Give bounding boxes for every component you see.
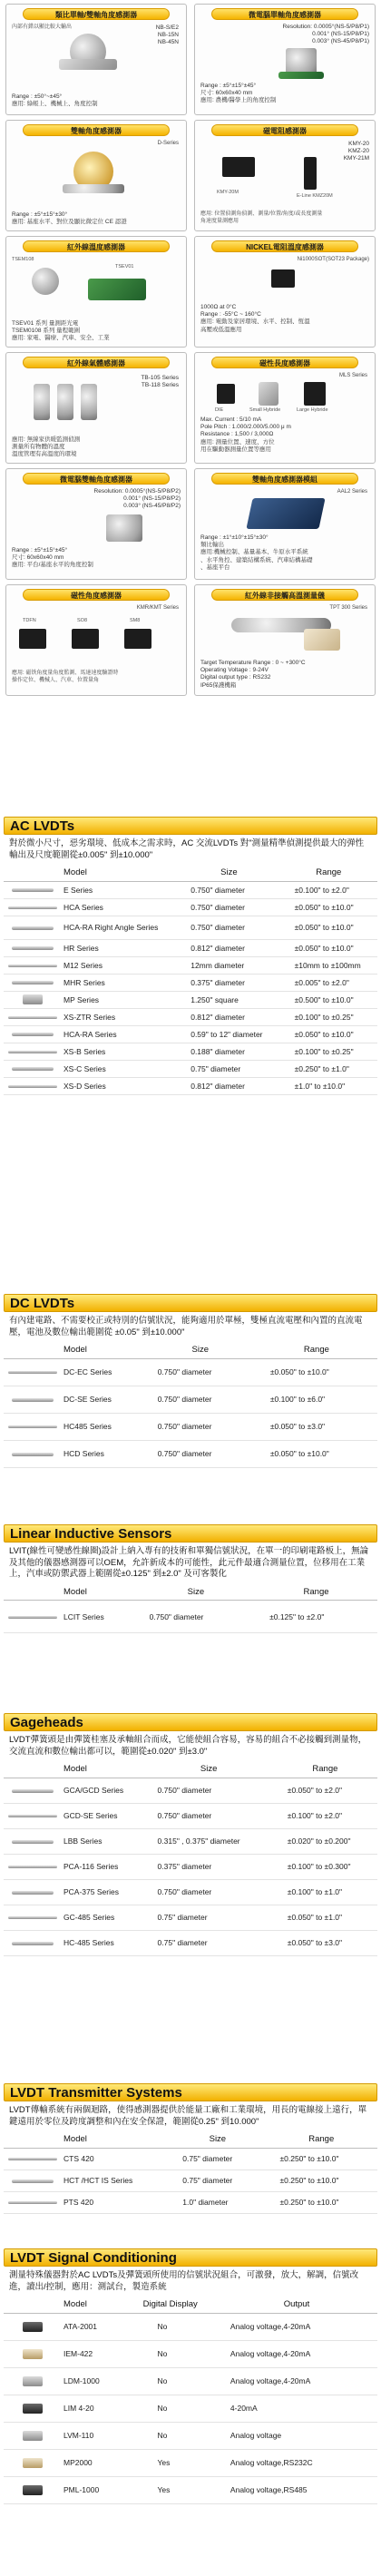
image-label: SO8 bbox=[77, 618, 88, 623]
product-image bbox=[81, 384, 97, 420]
instrument-image bbox=[23, 2404, 43, 2414]
model-cell: LVM-110 bbox=[62, 2422, 125, 2449]
size-cell: 0.315" , 0.375" diameter bbox=[145, 1828, 273, 1854]
card-specs: Range : ±5°±15°±45° 尺寸: 60x60x40 mm 應用: 農機/醫學上的角度控制 bbox=[200, 83, 277, 104]
card-digital-dual-axis[interactable] bbox=[5, 468, 187, 580]
model-cell: E Series bbox=[62, 881, 178, 898]
model-cell: IEM-422 bbox=[62, 2340, 125, 2367]
table-row[interactable] bbox=[4, 1413, 377, 1440]
card-note: 內部有錯以顯比較大輸出 bbox=[12, 24, 73, 30]
range-cell: ±0.250" to ±10.0" bbox=[265, 2170, 377, 2191]
model-cell: PCA-375 Series bbox=[62, 1879, 145, 1905]
output-cell: Analog voltage bbox=[216, 2422, 377, 2449]
size-cell: 0.750" diameter bbox=[145, 1778, 273, 1803]
section-title: LVDT Signal Conditioning bbox=[4, 2248, 377, 2267]
size-cell: 0.750" diameter bbox=[145, 1803, 273, 1828]
model-cell: MP2000 bbox=[62, 2449, 125, 2476]
size-cell: 0.75" diameter bbox=[178, 1060, 279, 1077]
size-cell: 0.750" diameter bbox=[137, 1601, 255, 1633]
lvdt-image bbox=[8, 1085, 57, 1088]
product-image bbox=[304, 629, 340, 651]
size-cell: 0.75" diameter bbox=[145, 1905, 273, 1930]
table-row[interactable] bbox=[4, 2191, 377, 2213]
card-digital-single-axis[interactable] bbox=[194, 4, 376, 115]
card-title: 紅外線氣體感測器 bbox=[23, 357, 170, 368]
size-cell: 0.750" diameter bbox=[145, 1413, 256, 1440]
gagehead-image bbox=[8, 1815, 57, 1817]
model-cell: HCT /HCT IS Series bbox=[62, 2170, 170, 2191]
image-label: SM8 bbox=[130, 618, 141, 623]
card-tags: NB-S/E2 NB-15N NB-45N bbox=[155, 24, 179, 46]
card-title: 微電腦單軸角度感測器 bbox=[211, 8, 358, 20]
model-cell: MHR Series bbox=[62, 974, 178, 991]
range-cell: ±0.050" to ±10.0" bbox=[280, 916, 377, 939]
card-title: 紅外線溫度感測器 bbox=[23, 240, 170, 252]
table-row[interactable] bbox=[4, 1930, 377, 1955]
display-cell: No bbox=[125, 2395, 216, 2422]
card-specs: 1000Ω at 0°C Range : -55°C ~ 160°C 應用: 電動及家居環境、水平、控制、恆溫 高壓或低溫應用 bbox=[200, 304, 310, 333]
col-header-display: Digital Display bbox=[125, 2297, 216, 2313]
image-label: TDFN bbox=[23, 618, 36, 623]
lvdt-image bbox=[12, 1453, 54, 1456]
model-cell: ATA-2001 bbox=[62, 2313, 125, 2340]
range-cell: ±0.100" to ±0.25" bbox=[280, 1043, 377, 1060]
lvdt-image bbox=[8, 906, 57, 909]
col-header-size: Size bbox=[145, 1761, 273, 1778]
range-cell: ±0.100" to ±2.0" bbox=[273, 1803, 377, 1828]
table-row[interactable] bbox=[4, 1386, 377, 1413]
product-image bbox=[124, 629, 151, 649]
size-cell: 1.250" square bbox=[178, 991, 279, 1008]
card-analog-tilt-sensor[interactable] bbox=[5, 4, 187, 115]
table-row[interactable] bbox=[4, 956, 377, 974]
output-cell: Analog voltage,4-20mA bbox=[216, 2313, 377, 2340]
card-magnetic-angle[interactable] bbox=[5, 584, 187, 696]
gagehead-image bbox=[12, 1789, 54, 1793]
output-cell: Analog voltage,4-20mA bbox=[216, 2367, 377, 2395]
card-specs: 應用: 無線家供暖監測偵測 測量所有物體的溫度 溫度管理有高溫度的環境 bbox=[12, 436, 81, 458]
instrument-image bbox=[23, 2431, 43, 2441]
table-row[interactable] bbox=[4, 916, 377, 939]
table-row[interactable] bbox=[4, 1008, 377, 1025]
table-row[interactable] bbox=[4, 1803, 377, 1828]
model-cell: LBB Series bbox=[62, 1828, 145, 1854]
product-table bbox=[4, 865, 377, 1095]
model-cell: PML-1000 bbox=[62, 2476, 125, 2503]
model-cell: CTS 420 bbox=[62, 2148, 170, 2170]
table-row[interactable] bbox=[4, 1854, 377, 1879]
image-label: Small Hybride bbox=[249, 407, 281, 413]
table-row[interactable] bbox=[4, 2313, 377, 2340]
product-image bbox=[57, 384, 73, 420]
card-title: 磁性角度感測器 bbox=[23, 589, 170, 601]
table-row[interactable] bbox=[4, 2422, 377, 2449]
card-title: 雙軸角度感測器 bbox=[23, 124, 170, 136]
size-cell: 0.750" diameter bbox=[145, 1386, 256, 1413]
model-cell: LCIT Series bbox=[62, 1601, 137, 1633]
table-row[interactable] bbox=[4, 991, 377, 1008]
product-image bbox=[63, 184, 124, 193]
display-cell: No bbox=[125, 2340, 216, 2367]
size-cell: 0.75" diameter bbox=[145, 1930, 273, 1955]
model-cell: HCA Series bbox=[62, 898, 178, 916]
output-cell: Analog voltage,RS232C bbox=[216, 2449, 377, 2476]
range-cell: ±0.020" to ±0.200" bbox=[273, 1828, 377, 1854]
range-cell: ±0.500" to ±10.0" bbox=[280, 991, 377, 1008]
range-cell: ±0.250" to ±1.0" bbox=[280, 1060, 377, 1077]
card-dual-axis-module[interactable] bbox=[194, 468, 376, 580]
instrument-image bbox=[23, 2485, 43, 2495]
card-title: NICKEL電阻溫度感測器 bbox=[211, 240, 358, 252]
card-nickel-rtd[interactable] bbox=[194, 236, 376, 348]
model-cell: GCD-SE Series bbox=[62, 1803, 145, 1828]
image-label: Large Hybride bbox=[297, 407, 328, 413]
card-title: 雙軸角度感測器模組 bbox=[211, 473, 358, 485]
table-row[interactable] bbox=[4, 974, 377, 991]
col-header-model: Model bbox=[62, 2131, 170, 2148]
card-tag: AAL2 Series bbox=[337, 489, 367, 495]
table-row[interactable] bbox=[4, 2148, 377, 2170]
card-resolution: Resolution: 0.0005°(NS-5/P8/P2) 0.001° (NS-15/P8/P2) 0.003° (NS-45/P8/P2) bbox=[93, 488, 181, 510]
range-cell: ±0.050" to ±10.0" bbox=[280, 1025, 377, 1043]
table-row[interactable] bbox=[4, 1778, 377, 1803]
image-label: TSEM108 bbox=[12, 257, 34, 262]
lvdt-image bbox=[12, 946, 54, 950]
lvdt-image bbox=[12, 1067, 54, 1071]
section-description: 測量特殊儀器對於AC LVDTs及彈簧頭所使用的信號狀況組合，可激發，放大，解調，信號改進，讀出/控制，應用：測試台，製造系統 bbox=[9, 2270, 359, 2292]
table-row[interactable] bbox=[4, 1828, 377, 1854]
card-specs: Range : ±5°±15°±45° 尺寸: 60x60x40 mm 應用: 平台/基座水平的角度控制 bbox=[12, 547, 93, 569]
col-header-model: Model bbox=[62, 1342, 145, 1358]
image-label: DIE bbox=[215, 407, 224, 413]
col-header-size: Size bbox=[145, 1342, 256, 1358]
range-cell: ±0.050" to ±2.0" bbox=[273, 1778, 377, 1803]
size-cell: 0.750" diameter bbox=[145, 1440, 256, 1467]
model-cell: HCA-RA Right Angle Series bbox=[62, 916, 178, 939]
table-row[interactable] bbox=[4, 2476, 377, 2503]
col-header-range: Range bbox=[280, 865, 377, 881]
range-cell: ±0.100" to ±6.0" bbox=[256, 1386, 377, 1413]
table-row[interactable] bbox=[4, 2367, 377, 2395]
table-row[interactable] bbox=[4, 1077, 377, 1094]
lvdt-image bbox=[8, 1616, 57, 1619]
size-cell: 0.375" diameter bbox=[178, 974, 279, 991]
table-row[interactable] bbox=[4, 898, 377, 916]
model-cell: DC-EC Series bbox=[62, 1358, 145, 1386]
model-cell: XS-C Series bbox=[62, 1060, 178, 1077]
range-cell: ±0.100" to ±0.25" bbox=[280, 1008, 377, 1025]
range-cell: ±0.050" to ±10.0" bbox=[280, 939, 377, 956]
col-header-size: Size bbox=[170, 2131, 265, 2148]
product-image bbox=[217, 384, 235, 404]
product-image bbox=[222, 157, 255, 177]
range-cell: ±0.125" to ±2.0" bbox=[255, 1601, 377, 1633]
image-label: TSEV01 bbox=[115, 264, 134, 269]
section-description: 有內建電路、不需要校正或特別的信號狀況，能夠適用於單極，雙極直流電壓和內置的直流電壓，電池及數位輸出範圍從 ±0.05" 到±10.000" bbox=[9, 1316, 363, 1337]
table-row[interactable] bbox=[4, 2395, 377, 2422]
product-table bbox=[4, 2297, 377, 2504]
card-ir-temperature[interactable] bbox=[5, 236, 187, 348]
table-row[interactable] bbox=[4, 1905, 377, 1930]
model-cell: M12 Series bbox=[62, 956, 178, 974]
table-row[interactable] bbox=[4, 2449, 377, 2476]
card-title: 紅外線非接觸高溫測量儀 bbox=[211, 589, 358, 601]
image-label: E-Line KMZ20M bbox=[297, 193, 333, 199]
card-tags: TB-105 Series TB-118 Series bbox=[141, 375, 179, 389]
model-cell: HC485 Series bbox=[62, 1413, 145, 1440]
model-cell: PTS 420 bbox=[62, 2191, 170, 2213]
model-cell: DC-SE Series bbox=[62, 1386, 145, 1413]
range-cell: ±0.250" to ±10.0" bbox=[265, 2191, 377, 2213]
card-specs: Range : ±1°±10°±15°±30° 類比輸出 應用:機械控制、基量基本、牛原水平系統 、水平角控、建築結構系統、汽車結構基礎 、基座平台 bbox=[200, 534, 313, 571]
card-specs: 應用: 位置偵測角偵測、測量/位置/角度/或長度測量 角速度量測應用 bbox=[200, 211, 323, 224]
lvdt-image bbox=[12, 1398, 54, 1402]
product-image bbox=[34, 384, 50, 420]
range-cell: ±0.100" to ±2.0" bbox=[280, 881, 377, 898]
gagehead-image bbox=[8, 1866, 57, 1868]
model-cell: LIM 4-20 bbox=[62, 2395, 125, 2422]
instrument-image bbox=[23, 2349, 43, 2359]
display-cell: No bbox=[125, 2367, 216, 2395]
section-description: LVDT傳輸系統有兩個迴路，使得感測器提供於能量工廠和工業環境，用長的電線接上遠行，單鍵遠用於零位及跨度調整和內在安全保證，範圍從0.25" 到10.000" bbox=[9, 2105, 367, 2127]
range-cell: ±0.050" to ±10.0" bbox=[256, 1440, 377, 1467]
display-cell: Yes bbox=[125, 2476, 216, 2503]
product-card-grid bbox=[5, 4, 376, 811]
card-title: 磁性長度感測器 bbox=[211, 357, 358, 368]
size-cell: 0.812" diameter bbox=[178, 1077, 279, 1094]
gagehead-image bbox=[12, 1840, 54, 1844]
transmitter-image bbox=[8, 2158, 57, 2160]
col-header-model: Model bbox=[62, 865, 178, 881]
display-cell: No bbox=[125, 2422, 216, 2449]
range-cell: ±0.050" to ±1.0" bbox=[273, 1905, 377, 1930]
table-row[interactable] bbox=[4, 939, 377, 956]
col-header-output: Output bbox=[216, 2297, 377, 2313]
gagehead-image bbox=[8, 1916, 57, 1919]
display-cell: Yes bbox=[125, 2449, 216, 2476]
table-row[interactable] bbox=[4, 881, 377, 898]
product-image bbox=[304, 382, 326, 406]
gagehead-image bbox=[12, 1891, 54, 1895]
size-cell: 0.75" diameter bbox=[170, 2170, 265, 2191]
col-header-range: Range bbox=[265, 2131, 377, 2148]
product-table bbox=[4, 2131, 377, 2214]
card-specs: Target Temperature Range : 0 ~ +300°C Operating Voltage : 9-24V Digital output type : RS232 IP65保護機箱 bbox=[200, 660, 306, 689]
size-cell: 0.750" diameter bbox=[145, 1358, 256, 1386]
model-cell: PCA-116 Series bbox=[62, 1854, 145, 1879]
section-title: DC LVDTs bbox=[4, 1294, 377, 1312]
table-row[interactable] bbox=[4, 1060, 377, 1077]
table-row[interactable] bbox=[4, 2170, 377, 2191]
instrument-image bbox=[23, 2458, 43, 2468]
product-table bbox=[4, 1342, 377, 1468]
model-cell: LDM-1000 bbox=[62, 2367, 125, 2395]
range-cell: ±0.050" to ±3.0" bbox=[256, 1413, 377, 1440]
image-label: KMY-20M bbox=[217, 190, 239, 195]
model-cell: HCD Series bbox=[62, 1440, 145, 1467]
section-title: Gageheads bbox=[4, 1713, 377, 1731]
size-cell: 0.750" diameter bbox=[178, 898, 279, 916]
table-row[interactable] bbox=[4, 1601, 377, 1633]
card-tag: D-Series bbox=[157, 141, 179, 146]
lvdt-image bbox=[8, 1371, 57, 1374]
card-title: 微電腦雙軸角度感測器 bbox=[23, 473, 170, 485]
range-cell: ±0.050" to ±3.0" bbox=[273, 1930, 377, 1955]
size-cell: 0.59" to 12" diameter bbox=[178, 1025, 279, 1043]
col-header-size: Size bbox=[137, 1584, 255, 1601]
lvdt-image bbox=[12, 926, 54, 930]
card-ir-pyrometer[interactable] bbox=[194, 584, 376, 696]
transmitter-image bbox=[12, 2179, 54, 2183]
product-image bbox=[32, 268, 59, 295]
size-cell: 0.812" diameter bbox=[178, 1008, 279, 1025]
size-cell: 0.375" diameter bbox=[145, 1854, 273, 1879]
card-tag: Ni1000SOT(SOT23 Package) bbox=[297, 257, 369, 262]
display-cell: No bbox=[125, 2313, 216, 2340]
card-specs: Range : ±50°~±45° 應用: 綠帳上、機械上、角度控制 bbox=[12, 93, 98, 108]
range-cell: ±0.100" to ±1.0" bbox=[273, 1879, 377, 1905]
output-cell: Analog voltage,4-20mA bbox=[216, 2340, 377, 2367]
lvdt-image bbox=[23, 994, 43, 1004]
size-cell: 12mm diameter bbox=[178, 956, 279, 974]
lvdt-image bbox=[8, 1016, 57, 1019]
lvdt-image bbox=[8, 1425, 57, 1428]
output-cell: 4-20mA bbox=[216, 2395, 377, 2422]
card-title: 類比單軸/雙軸角度感測器 bbox=[23, 8, 170, 20]
size-cell: 0.75" diameter bbox=[170, 2148, 265, 2170]
card-specs: TSEV01 系列 量測距光電 TSEM0108 系列 量程範圍 應用: 家電、醫療、汽車、安全、工業 bbox=[12, 320, 110, 342]
table-row[interactable] bbox=[4, 1025, 377, 1043]
instrument-image bbox=[23, 2322, 43, 2332]
size-cell: 0.750" diameter bbox=[178, 916, 279, 939]
card-tag: MLS Series bbox=[338, 373, 367, 378]
section-title: Linear Inductive Sensors bbox=[4, 1524, 377, 1543]
card-magnetic-length[interactable] bbox=[194, 352, 376, 464]
model-cell: XS-ZTR Series bbox=[62, 1008, 178, 1025]
range-cell: ±0.050" to ±10.0" bbox=[280, 898, 377, 916]
card-ir-gas-sensor[interactable] bbox=[5, 352, 187, 464]
card-dual-axis-tilt[interactable] bbox=[5, 120, 187, 231]
transmitter-image bbox=[8, 2201, 57, 2204]
card-resolution: Resolution: 0.0005°(NS-5/P8/P1) 0.001° (NS-15/P8/P1) 0.003° (NS-45/P8/P1) bbox=[282, 24, 369, 45]
section-title: AC LVDTs bbox=[4, 817, 377, 835]
product-image bbox=[304, 157, 317, 190]
product-image bbox=[88, 279, 146, 300]
instrument-image bbox=[23, 2376, 43, 2386]
size-cell: 0.812" diameter bbox=[178, 939, 279, 956]
col-header-model: Model bbox=[62, 2297, 125, 2313]
section-linear-inductive bbox=[4, 1524, 377, 1633]
card-specs: 應用: 磁铁角度量角度監測、馬達速度驗證時 操作定位、機械人、汽車、位置量角 bbox=[12, 671, 119, 683]
card-magnetoresistive[interactable] bbox=[194, 120, 376, 231]
col-header-range: Range bbox=[255, 1584, 377, 1601]
lvdt-image bbox=[12, 1033, 54, 1036]
section-description: LVIT(線性可變感性線圈)設計上納入專有的技術和單獨信號狀況，在單一的印刷電路板上，無論及其他的儀器感測器可以OEM，允許新成本的可能性，此元件最適合測量位置，位移用在工業上，汽車或防禦武器上範圍從±0.125" 到±2.0" 及可客製化 bbox=[9, 1546, 369, 1579]
product-image bbox=[271, 269, 295, 288]
lvdt-image bbox=[12, 888, 54, 892]
col-header-model: Model bbox=[62, 1761, 145, 1778]
range-cell: ±0.005" to ±2.0" bbox=[280, 974, 377, 991]
model-cell: MP Series bbox=[62, 991, 178, 1008]
col-header-model: Model bbox=[62, 1584, 137, 1601]
model-cell: GC-485 Series bbox=[62, 1905, 145, 1930]
card-tag: TPT 300 Series bbox=[329, 605, 367, 611]
product-image bbox=[106, 514, 142, 542]
col-header-size: Size bbox=[178, 865, 279, 881]
model-cell: XS-D Series bbox=[62, 1077, 178, 1094]
card-specs: Max. Current : 5/10 mA Pole Pitch : 1.000/2.000/5.000 μ m Resistance : 1,500 / 3,000Ω 應用: 測量位置、速度、方位 用在驅動器測量位置等應用 bbox=[200, 416, 291, 453]
section-dc-lvdts bbox=[4, 1294, 377, 1468]
range-cell: ±0.100" to ±0.300" bbox=[273, 1854, 377, 1879]
card-title: 磁電阻感測器 bbox=[211, 124, 358, 136]
product-table bbox=[4, 1584, 377, 1634]
product-image bbox=[19, 629, 46, 649]
table-row[interactable] bbox=[4, 1358, 377, 1386]
lvdt-image bbox=[8, 1051, 57, 1053]
size-cell: 0.750" diameter bbox=[145, 1879, 273, 1905]
range-cell: ±0.050" to ±10.0" bbox=[256, 1358, 377, 1386]
product-image bbox=[259, 382, 278, 406]
output-cell: Analog voltage,RS485 bbox=[216, 2476, 377, 2503]
section-ac-lvdts bbox=[4, 817, 377, 1095]
card-specs: Range : ±5°±15°±30° 應用: 基座水平、對位及顯比微定位 CE 認證 bbox=[12, 211, 127, 226]
size-cell: 0.750" diameter bbox=[178, 881, 279, 898]
table-row[interactable] bbox=[4, 1879, 377, 1905]
table-row[interactable] bbox=[4, 1043, 377, 1060]
section-title: LVDT Transmitter Systems bbox=[4, 2083, 377, 2101]
section-description: LVDT彈簧頭是由彈簧桂塞及承軸組合而成，它能使組合容易，容易的組合不必接觸到測量物，交流直流和數位輸出都可以，範圍從±0.020" 到±3.0" bbox=[9, 1735, 367, 1757]
section-transmitter-systems bbox=[4, 2083, 377, 2214]
product-image bbox=[246, 498, 325, 529]
section-gageheads bbox=[4, 1713, 377, 1956]
model-cell: HC-485 Series bbox=[62, 1930, 145, 1955]
model-cell: HR Series bbox=[62, 939, 178, 956]
card-tags: KMY-20 KMZ-20 KMY-21M bbox=[343, 141, 369, 162]
size-cell: 0.188" diameter bbox=[178, 1043, 279, 1060]
lvdt-image bbox=[12, 981, 54, 984]
model-cell: GCA/GCD Series bbox=[62, 1778, 145, 1803]
gagehead-image bbox=[12, 1942, 54, 1945]
section-signal-conditioning bbox=[4, 2248, 377, 2504]
model-cell: XS-B Series bbox=[62, 1043, 178, 1060]
col-header-range: Range bbox=[273, 1761, 377, 1778]
product-image bbox=[278, 72, 324, 79]
section-description: 對於微小尺寸，惡劣環境、低成本之需求時，AC 交流LVDTs 對"測量精準偵測提供最大的弹性輸出及尺度範圍從±0.005" 到±10.000" bbox=[9, 838, 365, 860]
model-cell: HCA-RA Series bbox=[62, 1025, 178, 1043]
range-cell: ±10mm to ±100mm bbox=[280, 956, 377, 974]
product-table bbox=[4, 1761, 377, 1956]
product-image bbox=[72, 629, 99, 649]
col-header-range: Range bbox=[256, 1342, 377, 1358]
product-image bbox=[59, 59, 117, 70]
range-cell: ±0.250" to ±10.0" bbox=[265, 2148, 377, 2170]
size-cell: 1.0" diameter bbox=[170, 2191, 265, 2213]
card-tag: KMR/KMT Series bbox=[136, 605, 179, 611]
table-row[interactable] bbox=[4, 2340, 377, 2367]
lvdt-image bbox=[8, 965, 57, 967]
table-row[interactable] bbox=[4, 1440, 377, 1467]
range-cell: ±1.0" to ±10.0" bbox=[280, 1077, 377, 1094]
